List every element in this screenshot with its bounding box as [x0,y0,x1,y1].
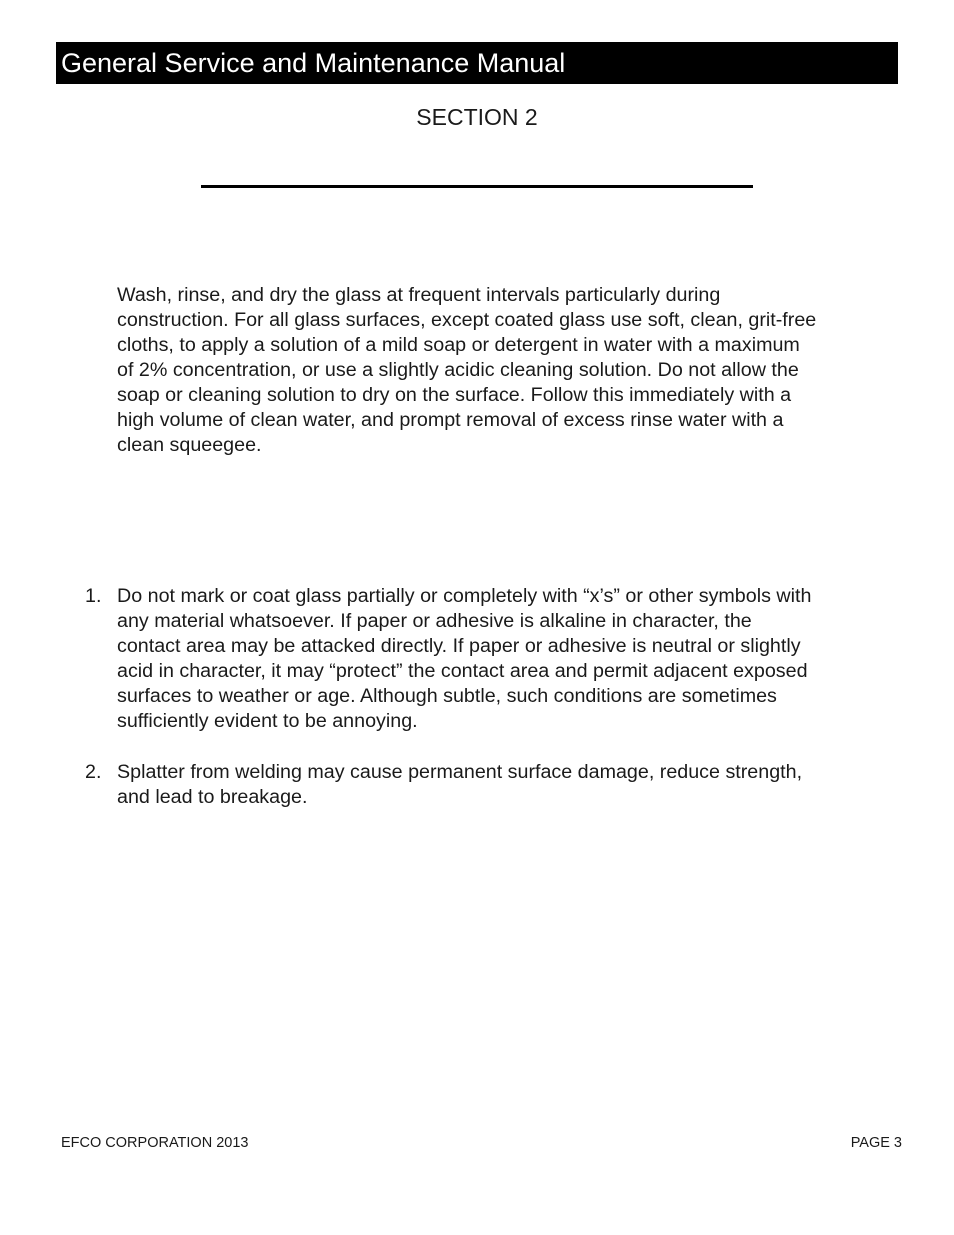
document-title: General Service and Maintenance Manual [61,48,566,78]
list-item [85,760,897,810]
list-item-line: Do not mark or coat glass partially or completely with “x’s” or other symbols with [117,585,812,607]
paragraph-line: high volume of clean water, and prompt removal of excess rinse water with a [117,409,784,431]
list-item-line: sufficiently evident to be annoying. [117,710,418,732]
list-item-line: contact area may be attacked directly. If paper or adhesive is neutral or slightly [117,635,801,657]
paragraph-line: Wash, rinse, and dry the glass at frequent intervals particularly during [117,284,721,306]
list-item-number: 1. [85,585,102,607]
header-bar [56,42,898,84]
section-heading: SECTION 2 [416,104,538,130]
list-item-number: 2. [85,761,102,783]
footer-copyright: EFCO CORPORATION 2013 [61,1135,249,1151]
list-item [85,584,897,734]
list-item-line: Splatter from welding may cause permanent surface damage, reduce strength, [117,761,803,783]
paragraph-line: cloths, to apply a solution of a mild soap or detergent in water with a maximum [117,334,800,356]
list-item-line: acid in character, it may “protect” the contact area and permit adjacent exposed [117,660,808,682]
list-item-line: and lead to breakage. [117,786,308,808]
paragraph-line: construction. For all glass surfaces, except coated glass use soft, clean, grit-free [117,309,817,331]
paragraph-line: of 2% concentration, or use a slightly acidic cleaning solution. Do not allow the [117,359,799,381]
list-item-line: any material whatsoever. If paper or adhesive is alkaline in character, the [117,610,752,632]
cleaning-paragraph [117,283,907,458]
list-item-line: surfaces to weather or age. Although subtle, such conditions are sometimes [117,685,777,707]
footer-page-number: PAGE 3 [850,1135,902,1151]
section-divider [201,185,753,188]
paragraph-line: soap or cleaning solution to dry on the surface. Follow this immediately with a [117,384,792,406]
paragraph-line: clean squeegee. [117,434,262,456]
